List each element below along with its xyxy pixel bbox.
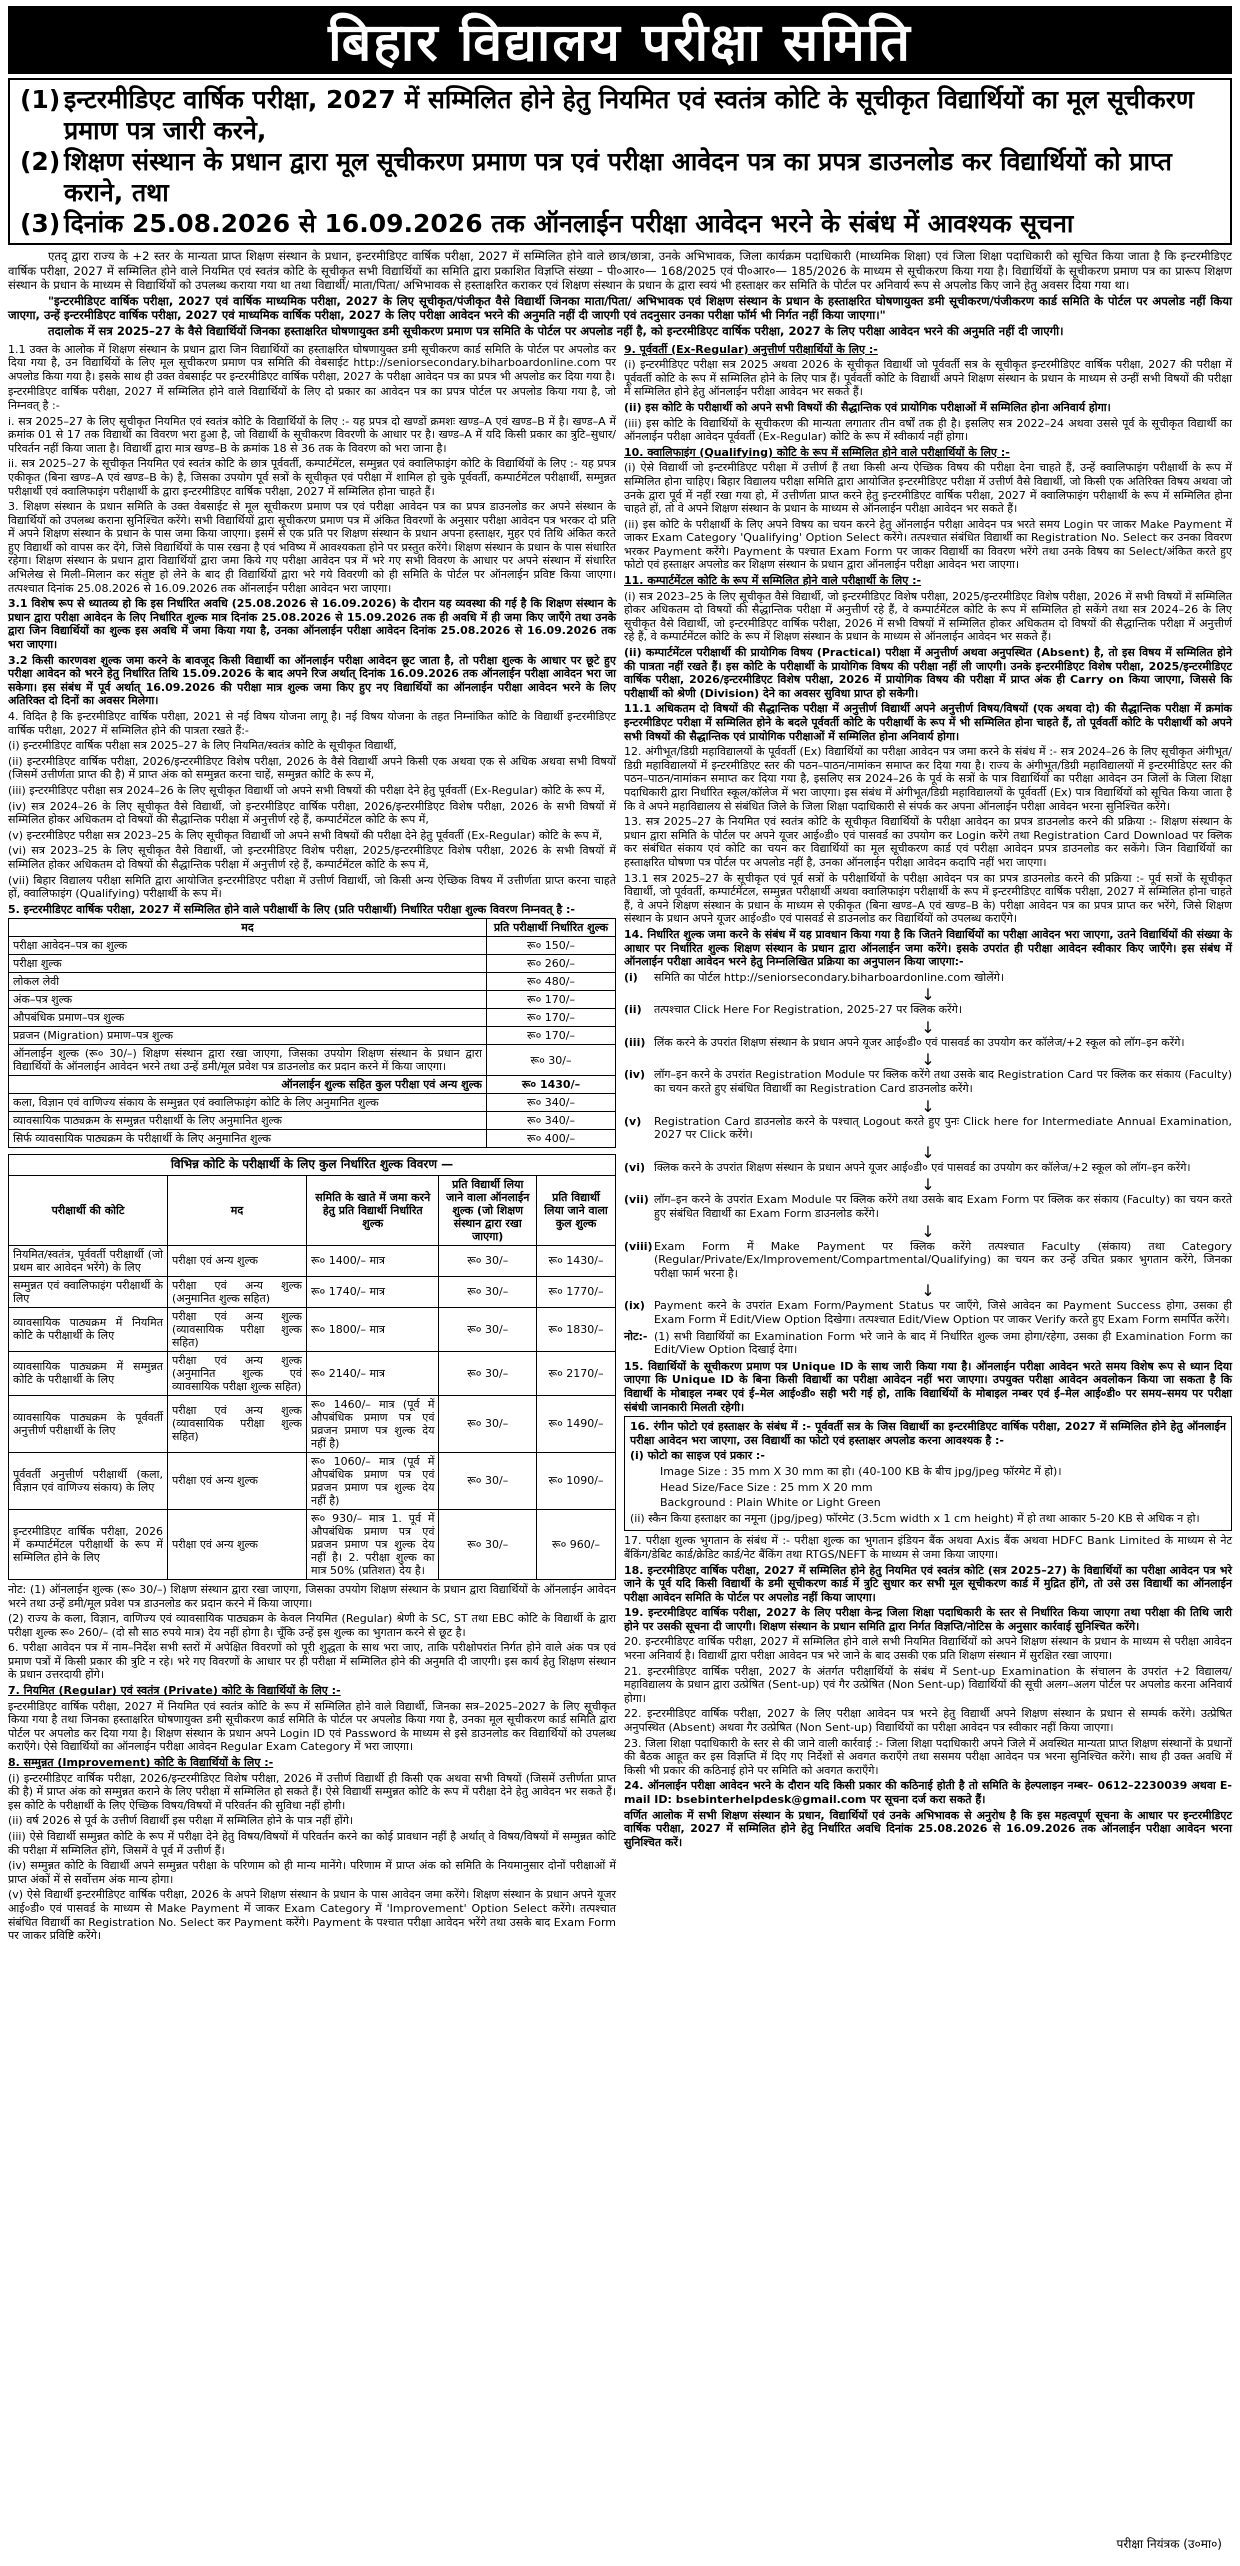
- subject-number: (2): [20, 147, 61, 176]
- arrow-down-icon: ↓: [921, 1017, 935, 1037]
- table-row: [9, 1351, 616, 1395]
- category-cell: नियमित/स्वतंत्र, पूर्ववर्ती परीक्षार्थी (जो प्रथम बार आवेदन भरेंगे) के लिए: [9, 1245, 168, 1276]
- fee-item: कला, विज्ञान एवं वाणिज्य संकाय के सम्मुन्नत एवं क्वालिफाइंग कोटि के लिए अनुमानित शुल्क: [9, 1094, 487, 1112]
- para-9-heading: 9. पूर्ववर्ती (Ex-Regular) अनुत्तीर्ण परीक्षार्थियों के लिए :-: [624, 342, 878, 356]
- category-fee-table-title: विभिन्न कोटि के परीक्षार्थी के लिए कुल निर्धारित शुल्क विवरण —: [8, 1154, 616, 1175]
- fee-table: [8, 918, 616, 1148]
- arrow-down-icon: ↓: [921, 1281, 935, 1301]
- subject-text: दिनांक 25.08.2026 से 16.09.2026 तक ऑनलाईन परीक्षा आवेदन भरने के संबंध में आवश्यक सूचना: [64, 209, 1074, 238]
- table-row: [9, 991, 616, 1009]
- board-fee-cell: रू० 1740/– मात्र: [307, 1276, 439, 1307]
- total-fee-cell: रू० 1490/–: [537, 1395, 616, 1452]
- table-row: [9, 1395, 616, 1452]
- step-number: (vi): [624, 1160, 645, 1174]
- step-number: (iii): [624, 1035, 646, 1049]
- para-2-ii: ii. सत्र 2025–27 के सूचीकृत नियमित एवं स्वतंत्र कोटि के छात्र पूर्ववर्ती, कम्पार्टमेंटल, सम्मुन्नत एवं क्वालिफाइंग कोटि के विद्यार्थियों के लिए :- यह प्रपत्र एकीकृत (बिना खण्ड–A एवं खण्ड–B के) है, जिसका उपयोग पूर्व सत्रों के सूचीकृत एवं परीक्षा में शामिल हो चुके पूर्ववर्ती, कम्पार्टमेंटल परीक्षार्थी, सम्मुन्नत परीक्षार्थी एवं क्वालिफाइंग परीक्षार्थी के द्वारा इन्टरमीडिएट वार्षिक परीक्षा, 2027 में सम्मिलित होना चाहते हैं।: [8, 457, 616, 498]
- para-11-ii: (ii) कम्पार्टमेंटल परीक्षार्थी की प्रायोगिक विषय (Practical) परीक्षा में अनुत्तीर्ण अथवा अनुपस्थित (Absent) है, तो इस विषय में सम्मिलित होने की पात्रता नहीं रखते हैं। इस कोटि के परीक्षार्थी के प्रायोगिक विषय की परीक्षा नहीं ली जाएगी। उनके इन्टरमीडिएट विशेष परीक्षा, 2025/इन्टरमीडिएट वार्षिक परीक्षा, 2026/इन्टरमीडिएट विशेष परीक्षा, 2026 में प्रायोगिक विषय की परीक्षा में प्राप्त अंक ही Carry on किया जाएगा, जिससे कि परीक्षार्थी को श्रेणी (Division) देने का अवसर सुविधा प्राप्त हो सकेगी।: [624, 646, 1232, 700]
- arrow-down-icon: ↓: [921, 1221, 935, 1241]
- para-4-iii: (iii) इन्टरमीडिएट परीक्षा सत्र 2024–26 के लिए सूचीकृत विद्यार्थी जो अपने सभी विषयों की परीक्षा देने हेतु पूर्ववर्ती (Ex-Regular) कोटि के रूप में,: [8, 783, 605, 797]
- table-row: [9, 1307, 616, 1351]
- item-cell: परीक्षा एवं अन्य शुल्क (व्यावसायिक परीक्षा शुल्क सहित): [168, 1395, 307, 1452]
- header-category: परीक्षार्थी की कोटि: [9, 1175, 168, 1245]
- para-4-vi: (vi) सत्र 2023–25 के लिए सूचीकृत वैसे विद्यार्थी, जो इन्टरमीडिएट विशेष परीक्षा, 2025/इन्टरमीडिएट विशेष परीक्षा, 2026 के सभी विषयों में सम्मिलित होकर अधिकतम दो विषयों की सैद्धान्तिक परीक्षा में अनुत्तीर्ण रहे हैं, कम्पार्टमेंटल कोटि के रूप में,: [8, 844, 616, 871]
- arrow-down-icon: ↓: [921, 1175, 935, 1195]
- subject-line-1: [20, 84, 1220, 146]
- step-number: (ix): [624, 1299, 645, 1313]
- right-column: [624, 343, 1232, 1945]
- fee-amount: रू० 170/–: [487, 1009, 616, 1027]
- fee-amount: रू० 480/–: [487, 973, 616, 991]
- fee-amount: रू० 170/–: [487, 1027, 616, 1045]
- photo-background: Background : Plain White or Light Green: [660, 1496, 881, 1510]
- list-item: [624, 1193, 1232, 1220]
- board-fee-cell: रू० 1400/– मात्र: [307, 1245, 439, 1276]
- header-board-fee: समिति के खाते में जमा करने हेतु प्रति विद्यार्थी निर्धारित शुल्क: [307, 1175, 439, 1245]
- category-fee-header: [9, 1175, 616, 1245]
- fee-header-amount: प्रति परीक्षार्थी निर्धारित शुल्क: [487, 919, 616, 937]
- fee-amount: रू० 400/–: [487, 1130, 616, 1148]
- signature-spec: (ii) स्कैन किया हस्ताक्षर का नमूना (jpg/jpeg) फॉरमेट (3.5cm width x 1 cm height) में हो तथा आकार 5-20 KB से अधिक न हो।: [630, 1511, 1200, 1525]
- total-fee-cell: रू० 1830/–: [537, 1307, 616, 1351]
- list-item: [624, 1161, 1232, 1175]
- note-1: नोट: (1) ऑनलाईन शुल्क (रू० 30/–) शिक्षण संस्थान द्वारा रखा जाएगा, जिसका उपयोग शिक्षण संस्थान के प्रधान द्वारा विद्यार्थियों के ऑनलाईन आवेदन भरने तथा उन्हें डमी/मूल प्रवेश पत्र डाउनलोड कर प्रदान करने में किया जाएगा।: [8, 1582, 616, 1610]
- para-21: 21. इन्टरमीडिएट वार्षिक परीक्षा, 2027 के अंतर्गत परीक्षार्थियों के संबंध में Sent-up Examination के संचालन के उपरांत +2 विद्यालय/महाविद्यालय के प्रधान द्वारा उत्प्रेषित (Sent-up) एवं गैर उत्प्रेषित (Non Sent-up) विद्यार्थियों की सूची अलग–अलग पोर्टल पर अपलोड करना अनिवार्य होगा।: [624, 1664, 1232, 1705]
- fee-item: औपबंधिक प्रमाण–पत्र शुल्क: [9, 1009, 487, 1027]
- fee-item: ऑनलाईन शुल्क (रू० 30/–) शिक्षण संस्थान द्वारा रखा जाएगा, जिसका उपयोग शिक्षण संस्थान के प्रधान द्वारा विद्यार्थियों के ऑनलाईन आवेदन भरने तथा उन्हें डमी/मूल प्रवेश पत्र डाउनलोड कर प्रदान करने में किया जाएगा।: [9, 1045, 487, 1076]
- step-number: (viii): [624, 1239, 653, 1253]
- fee-amount: रू० 170/–: [487, 991, 616, 1009]
- category-cell: इन्टरमीडिएट वार्षिक परीक्षा, 2026 में कम्पार्टमेंटल परीक्षार्थी के रूप में सम्मिलित होने के लिए: [9, 1509, 168, 1579]
- board-fee-cell: रू० 930/– मात्र 1. पूर्व में औपबंधिक प्रमाण पत्र एवं प्रव्रजन प्रमाण पत्र शुल्क देय नहीं है। 2. परीक्षा शुल्क का मात्र 50% (प्रतिशत) देय है।: [307, 1509, 439, 1579]
- category-cell: व्यावसायिक पाठ्यक्रम में सम्मुन्नत कोटि के परीक्षार्थी के लिए: [9, 1351, 168, 1395]
- para-9-iii: (iii) इस कोटि के विद्यार्थियों के सूचीकरण की मान्यता लगातार तीन वर्षों तक ही है। इसलिए सत्र 2022–24 अथवा उससे पूर्व के सूचीकृत विद्यार्थी का ऑनलाईन परीक्षा आवेदन पूर्ववर्ती (Ex-Regular) कोटि के रूप में स्वीकार्य नहीं होगा।: [624, 416, 1232, 444]
- para-4-iv: (iv) सत्र 2024–26 के लिए सूचीकृत वैसे विद्यार्थी, जो इन्टरमीडिएट वार्षिक परीक्षा, 2026/इन्टरमीडिएट विशेष परीक्षा, 2026 के सभी विषयों में सम्मिलित होकर अधिकतम दो विषयों की सैद्धान्तिक परीक्षा में अनुत्तीर्ण रहे हैं, कम्पार्टमेंटल कोटि के रूप में,: [8, 799, 616, 827]
- step-number: (iv): [624, 1068, 645, 1082]
- para-4-vii: (vii) बिहार विद्यालय परीक्षा समिति द्वारा आयोजित इन्टरमीडिएट परीक्षा में उत्तीर्ण विद्यार्थी, जो किसी अन्य ऐच्छिक विषय में उत्तीर्णता प्राप्त करना चाहते हों, क्वालिफाइंग (Qualifying) परीक्षार्थी के रूप में।: [8, 873, 616, 901]
- para-7-heading: 7. नियमित (Regular) एवं स्वतंत्र (Private) कोटि के विद्यार्थियों के लिए :-: [8, 1684, 341, 1698]
- para-8-i: (i) इन्टरमीडिएट वार्षिक परीक्षा, 2026/इन्टरमीडिएट विशेष परीक्षा, 2026 में उत्तीर्ण विद्यार्थी ही किसी एक अथवा सभी विषयों (जिसमें उत्तीर्णता प्राप्त की है) में प्राप्त अंक को सम्मुन्नत कराने के लिए परीक्षा में सम्मिलित हो सकते हैं। ऐसे विद्यार्थी सम्मुन्नत कोटि के रूप में परीक्षा देने हेतु आवेदन भर सकते हैं। इस कोटि के परीक्षार्थी के लिए ऐच्छिक विषय/विषयों में परिवर्तन की सुविधा नहीं होगी।: [8, 1771, 616, 1812]
- arrow-down-icon: ↓: [921, 1096, 935, 1116]
- para-4-ii: (ii) इन्टरमीडिएट वार्षिक परीक्षा, 2026/इन्टरमीडिएट विशेष परीक्षा, 2026 के वैसे विद्यार्थी अपने किसी एक अथवा एक से अधिक अथवा सभी विषयों (जिसमें उत्तीर्णता प्राप्त की है) में प्राप्त अंक को सम्मुन्नत करना चाहें, सम्मुन्नत कोटि के रूप में,: [8, 754, 616, 782]
- step-text: (1) सभी विद्यार्थियों का Examination Form भरे जाने के बाद में निर्धारित शुल्क जमा होगा/रहेगा, उसका ही Examination Form का Edit/View Option दिखाई देगा।: [654, 1329, 1232, 1357]
- para-20: 20. इन्टरमीडिएट वार्षिक परीक्षा, 2027 में सम्मिलित होने वाले सभी नियमित विद्यार्थियों को अपने शिक्षण संस्थान के प्रधान के माध्यम से परीक्षा आवेदन भरना अनिवार्य है। विद्यार्थी द्वारा परीक्षा आवेदन पत्र भरे जाने के बाद उसकी एक प्रति शिक्षण संस्थान में सुरक्षित रखा जाएगा।: [624, 1635, 1232, 1663]
- para-15: 15. विद्यार्थियों के सूचीकरण प्रमाण पत्र Unique ID के साथ जारी किया गया है। ऑनलाईन परीक्षा आवेदन भरते समय विशेष रूप से ध्यान दिया जाएगा कि Unique ID के बिना किसी विद्यार्थी का परीक्षा आवेदन नहीं भरा जाएगा। उपयुक्त परीक्षा आवेदन अवलोकन किया जा सकता है कि विद्यार्थी के मोबाइल नम्बर एवं ई–मेल आई०डी० सही भरी गई हो, ताकि विद्यार्थियों के मोबाइल नम्बर एवं ई–मेल आई०डी० पर समय–समय पर परीक्षा संबंधी जानकारी मिलती रहेगी।: [624, 1359, 1232, 1414]
- item-cell: परीक्षा एवं अन्य शुल्क: [168, 1245, 307, 1276]
- para-19: 19. इन्टरमीडिएट वार्षिक परीक्षा, 2027 के लिए परीक्षा केन्द्र जिला शिक्षा पदाधिकारी के स्तर से निर्धारित किया जाएगा तथा परीक्षा की तिथि जारी होने पर उसकी सूचना दी जाएगी। शिक्षण संस्थान के प्रधान समिति द्वारा निर्गत विज्ञप्ति/नोटिस के अनुसार कार्रवाई सुनिश्चित करेंगे।: [624, 1606, 1232, 1633]
- online-fee-cell: रू० 30/–: [439, 1276, 537, 1307]
- para-3-1: 3.1 विशेष रूप से ध्यातव्य हो कि इस निर्धारित अवधि (25.08.2026 से 16.09.2026) के दौरान यह व्यवस्था की गई है कि शिक्षण संस्थान के प्रधान द्वारा परीक्षा आवेदन के लिए निर्धारित शुल्क मात्र दिनांक 25.08.2026 से 15.09.2026 तक ही अवधि में ही जमा किए जाएँगे तथा उनके द्वारा जिन विद्यार्थियों का शुल्क इस अवधि में जमा किया गया है, उनका ऑनलाईन परीक्षा आवेदन दिनांक 25.08.2026 से 16.09.2026 तक भरा जाएगा।: [8, 597, 616, 652]
- table-row: [9, 1276, 616, 1307]
- table-row: [9, 1112, 616, 1130]
- para-9-ii: (ii) इस कोटि के परीक्षार्थी को अपने सभी विषयों की सैद्धान्तिक एवं प्रायोगिक परीक्षाओं में सम्मिलित होना अनिवार्य होगा।: [624, 400, 1111, 414]
- header-online-fee: प्रति विद्यार्थी लिया जाने वाला ऑनलाईन शुल्क (जो शिक्षण संस्थान द्वारा रखा जाएगा): [439, 1175, 537, 1245]
- photo-head-size: Head Size/Face Size : 25 mm X 20 mm: [660, 1480, 873, 1494]
- subject-line-3: [20, 208, 1220, 239]
- para-3-2: 3.2 किसी कारणवश शुल्क जमा करने के बावजूद किसी विद्यार्थी का ऑनलाईन परीक्षा आवेदन छूट जाता है, तो परीक्षा शुल्क के आधार पर छूटे हुए परीक्षा आवेदन को भरने हेतु निर्धारित तिथि 15.09.2026 के बाद अपने रिज अर्थात् दिनांक 16.09.2026 तक ऑनलाईन परीक्षा आवेदन भरा जा सकेगा। इस संबंध में पूर्व अर्थात् 16.09.2026 की परीक्षा मात्र शुल्क जमा किए हुए नए विद्यार्थियों का ऑनलाईन परीक्षा आवेदन भरने के लिए अतिरिक्त दो दिनों का अवसर मिलेगा।: [8, 653, 616, 708]
- fee-header-item: मद: [9, 919, 487, 937]
- board-fee-cell: रू० 1800/– मात्र: [307, 1307, 439, 1351]
- header-total-fee: प्रति विद्यार्थी लिया जाने वाला कुल शुल्क: [537, 1175, 616, 1245]
- list-item: [624, 1299, 1232, 1326]
- closing-paragraph: वर्णित आलोक में सभी शिक्षण संस्थान के प्रधान, विद्यार्थियों एवं उनके अभिभावक से अनुरोध है कि इस महत्वपूर्ण सूचना के आधार पर इन्टरमीडिएट वार्षिक परीक्षा, 2027 में सम्मिलित होने हेतु निर्धारित अवधि दिनांक 25.08.2026 से 16.09.2026 तक ऑनलाईन परीक्षा आवेदन भरना सुनिश्चित करें।: [624, 1808, 1232, 1849]
- intro-section: [8, 249, 1232, 339]
- online-fee-cell: रू० 30/–: [439, 1245, 537, 1276]
- table-row: [9, 1245, 616, 1276]
- total-fee-cell: रू० 1090/–: [537, 1452, 616, 1509]
- subject-number: (1): [20, 85, 61, 114]
- category-cell: व्यावसायिक पाठ्यक्रम के पूर्ववर्ती अनुत्तीर्ण परीक्षार्थी के लिए: [9, 1395, 168, 1452]
- para-13-1: 13.1 सत्र 2025–27 के सूचीकृत एवं पूर्व सत्रों के परीक्षार्थियों के परीक्षा आवेदन पत्र का प्रपत्र डाउनलोड करने की प्रक्रिया :- पूर्व सत्रों के सूचीकृत विद्यार्थी, जो पूर्ववर्ती, कम्पार्टमेंटल, सम्मुन्नत परीक्षार्थी अथवा क्वालिफाइंग परीक्षार्थी के रूप में इन्टरमीडिएट वार्षिक परीक्षा, 2027 में सम्मिलित होना चाहते हैं, वे अपने शिक्षण संस्थान के प्रधान के माध्यम से एकीकृत (बिना खण्ड–A एवं खण्ड–B के) परीक्षा आवेदन पत्र का प्रपत्र प्राप्त कर भरेंगे, जिसे शिक्षण संस्थान के प्रधान अपने यूजर आई०डी० एवं पासवर्ड से डाउनलोड कर विद्यार्थियों को उपलब्ध कराएँगे।: [624, 871, 1232, 926]
- fee-amount: रू० 30/–: [487, 1045, 616, 1076]
- item-cell: परीक्षा एवं अन्य शुल्क (अनुमानित शुल्क एवं व्यावसायिक परीक्षा शुल्क सहित): [168, 1351, 307, 1395]
- step-number: नोट:-: [624, 1329, 648, 1343]
- para-10-i: (i) ऐसे विद्यार्थी जो इन्टरमीडिएट परीक्षा में उत्तीर्ण हैं तथा किसी अन्य ऐच्छिक विषय की परीक्षा देना चाहते हैं, उन्हें क्वालिफाइंग परीक्षार्थी के रूप में सम्मिलित होना चाहिए। बिहार विद्यालय परीक्षा समिति द्वारा आयोजित इन्टरमीडिएट परीक्षा में उत्तीर्ण वैसे विद्यार्थी, जो किसी एक अतिरिक्त विषय अथवा जो उनके द्वारा पूर्व में नहीं रखा गया हो, में उत्तीर्णता प्राप्त करने हेतु इन्टरमीडिएट वार्षिक परीक्षा, 2027 में क्वालिफाइंग परीक्षार्थी के रूप में सम्मिलित होना चाहते हों, तो वे अपने शिक्षण संस्थान के प्रधान के माध्यम से ऑनलाईन परीक्षा आवेदन भर सकते हैं।: [624, 461, 1232, 516]
- para-8-iii: (iii) ऐसे विद्यार्थी सम्मुन्नत कोटि के रूप में परीक्षा देने हेतु विषय/विषयों में परिवर्तन करने का कोई प्रावधान नहीं है अर्थात् वे विषय/विषयों में सम्मुन्नत कोटि की परीक्षा में सम्मिलित होंगे, जिसमें वे पूर्व में उत्तीर्ण हैं।: [8, 1830, 616, 1857]
- para-1-1: 1.1 उक्त के आलोक में शिक्षण संस्थान के प्रधान द्वारा जिन विद्यार्थियों का हस्ताक्षरित घोषणायुक्त डमी सूचीकरण कार्ड समिति के पोर्टल पर अपलोड कर दिया गया है, उन विद्यार्थियों के लिए मूल सूचीकरण प्रमाण पत्र समिति की वेबसाईट http://seniorsecondary.biharboardonline.com पर अपलोड किया गया है। इसके साथ ही उक्त वेबसाईट पर इन्टरमीडिएट वार्षिक परीक्षा, 2027 के परीक्षा आवेदन पत्र का प्रपत्र भी अपलोड कर दिया गया है।: [8, 342, 616, 383]
- fee-item: व्यावसायिक पाठ्यक्रम के सम्मुन्नत परीक्षार्थी के लिए अनुमानित शुल्क: [9, 1112, 487, 1130]
- table-row: [9, 973, 616, 991]
- para-8-v: (v) ऐसे विद्यार्थी इन्टरमीडिएट वार्षिक परीक्षा, 2026 के अपने शिक्षण संस्थान के प्रधान के पास आवेदन जमा करेंगे। शिक्षण संस्थान के प्रधान अपने यूजर आई०डी० एवं पासवर्ड के माध्यम से Make Payment में जाकर Exam Category में 'Improvement' Option Select करेंगे। तत्पश्चात संबंधित विद्यार्थी का Registration No. Select कर Payment करेंगे। Payment के पश्चात परीक्षा आवेदन भरेंगे तथा उसके बाद Exam Form पर जाकर प्रविष्टि करेंगे।: [8, 1888, 616, 1943]
- para-11-i: (i) सत्र 2023–25 के लिए सूचीकृत वैसे विद्यार्थी, जो इन्टरमीडिएट विशेष परीक्षा, 2025/इन्टरमीडिएट विशेष परीक्षा, 2026 में सभी विषयों में सम्मिलित होकर अधिकतम दो विषयों की सैद्धान्तिक परीक्षा में अनुत्तीर्ण रहे हैं, वे कम्पार्टमेंटल कोटि के रूप में सम्मिलित हो सकेंगे तथा सत्र 2024–26 के लिए सूचीकृत वैसे विद्यार्थी, जो इन्टरमीडिएट वार्षिक परीक्षा, 2026 में सभी विषयों में सम्मिलित होकर अधिकतम दो विषयों की सैद्धान्तिक परीक्षा में अनुत्तीर्ण रहे हैं, वे कम्पार्टमेंटल कोटि के रूप में शिक्षण संस्थान के प्रधान के माध्यम से ऑनलाईन आवेदन भर सकते हैं।: [624, 589, 1232, 644]
- online-fee-cell: रू० 30/–: [439, 1351, 537, 1395]
- step-text: Payment करने के उपरांत Exam Form/Payment Status पर जाएँगे, जिसे आवेदन का Payment Success होगा, उसका ही Exam Form में Edit/View Option दिखेगा। तत्पश्चात Edit/View Option पर जाकर Verify करते हुए Exam Form समर्पित करेंगे।: [654, 1299, 1232, 1326]
- para-3: 3. शिक्षण संस्थान के प्रधान समिति के उक्त वेबसाईट से मूल सूचीकरण प्रमाण पत्र एवं परीक्षा आवेदन पत्र का प्रपत्र डाउनलोड कर अपने संस्थान के विद्यार्थियों को उपलब्ध कराना सुनिश्चित करेंगे। सभी विद्यार्थियों द्वारा सूचीकरण प्रमाण पत्र में अंकित विवरणों के अनुसार परीक्षा आवेदन पत्र भरकर दो प्रति में अपने शिक्षण संस्थान के प्रधान के पास जमा किया जाएगा। इसमें से एक प्रति पर शिक्षण संस्थान के प्रधान अपना हस्ताक्षर, मुहर एवं तिथि अंकित करते हुए विद्यार्थी को वापस कर देंगे, जिसे विद्यार्थियों के पास रखना है एवं भविष्य में आवश्यकता होने पर प्रस्तुत करेंगे। शिक्षण संस्थान के प्रधान के पास संधारित रहेगा। शिक्षण संस्थान के प्रधान द्वारा विद्यार्थियों द्वारा जमा किये गए परीक्षा आवेदन पत्र में भरे गए सभी विवरण के आधार पर अपने संस्थान में संधारित अभिलेख से मिली–मिलान कर संतुष्ट हो लेने के बाद ही विद्यार्थियों द्वारा भरे गये विवरणी को ही समिति के पोर्टल पर ऑनलाईन प्रविष्ट किया जाएगा। तत्पश्चात दिनांक 25.08.2026 से 16.09.2026 तक ऑनलाईन परीक्षा आवेदन भरा जाएगा।: [8, 500, 616, 595]
- category-cell: सम्मुन्नत एवं क्वालिफाइंग परीक्षार्थी के लिए: [9, 1276, 168, 1307]
- fee-item: परीक्षा आवेदन–पत्र का शुल्क: [9, 937, 487, 955]
- para-22: 22. इन्टरमीडिएट वार्षिक परीक्षा, 2027 के लिए परीक्षा आवेदन पत्र भरने हेतु विद्यार्थी अपने शिक्षण संस्थान के प्रधान से सम्पर्क करेंगे। उत्प्रेषित अनुपस्थित (Absent) अथवा गैर उत्प्रेषित (Non Sent-up) विद्यार्थियों का परीक्षा आवेदन पत्र स्वीकार नहीं किया जाएगा।: [624, 1707, 1232, 1735]
- fee-amount: रू० 260/–: [487, 955, 616, 973]
- table-row: [9, 1130, 616, 1148]
- total-fee-cell: रू० 1430/–: [537, 1245, 616, 1276]
- list-item: [624, 1240, 1232, 1281]
- online-fee-cell: रू० 30/–: [439, 1307, 537, 1351]
- list-item: [624, 1330, 1232, 1357]
- table-row: [9, 1045, 616, 1076]
- para-9-i: (i) इन्टरमीडिएट परीक्षा सत्र 2025 अथवा 2026 के सूचीकृत विद्यार्थी जो पूर्ववर्ती सत्र के सूचीकृत इन्टरमीडिएट वार्षिक परीक्षा, 2027 की परीक्षा में पूर्ववर्ती कोटि के रूप में सम्मिलित होने के लिए पात्र हैं। पूर्ववर्ती कोटि के विद्यार्थी अपने शिक्षण संस्थान के प्रधान के माध्यम से उन्हीं सभी विषयों की परीक्षा में सम्मिलित होने हेतु ऑनलाईन परीक्षा आवेदन भर सकते हैं।: [624, 358, 1232, 399]
- para-5: 5. इन्टरमीडिएट वार्षिक परीक्षा, 2027 में सम्मिलित होने वाले परीक्षार्थी के लिए (प्रति परीक्षार्थी) निर्धारित परीक्षा शुल्क विवरण निम्नवत् है :-: [8, 902, 575, 916]
- step-text: तत्पश्चात Click Here For Registration, 2025-27 पर क्लिक करेंगे।: [654, 1003, 962, 1017]
- item-cell: परीक्षा एवं अन्य शुल्क: [168, 1509, 307, 1579]
- step-number: (ii): [624, 1003, 642, 1017]
- photo-image-size: Image Size : 35 mm X 30 mm का हो। (40-100 KB के बीच jpg/jpeg फॉरमेट में हो)।: [660, 1464, 1062, 1478]
- step-text: Registration Card डाउनलोड करने के पश्चात् Logout करते हुए पुनः Click here for Intermediate Annual Examination, 2027 पर Click करेंगे।: [654, 1114, 1232, 1142]
- fee-item: सिर्फ व्यावसायिक पाठ्यक्रम के परीक्षार्थी के लिए अनुमानित शुल्क: [9, 1130, 487, 1148]
- fee-amount: रू० 150/–: [487, 937, 616, 955]
- intro-paragraph-3: तदालोक में सत्र 2025–27 के वैसे विद्यार्थियों जिनका हस्ताक्षरित घोषणायुक्त डमी सूचीकरण प्रमाण पत्र समिति के पोर्टल पर अपलोड नहीं है, को इन्टरमीडिएट वार्षिक परीक्षा, 2027 के लिए परीक्षा आवेदन भरने की अनुमति नहीं दी जाएगी।: [48, 323, 1064, 338]
- item-cell: परीक्षा एवं अन्य शुल्क: [168, 1452, 307, 1509]
- step-text: क्लिक करने के उपरांत शिक्षण संस्थान के प्रधान अपने यूजर आई०डी० एवं पासवर्ड का उपयोग कर कॉलेज/+2 स्कूल को लॉग–इन करेंगे।: [654, 1160, 1191, 1174]
- para-8-iv: (iv) सम्मुन्नत कोटि के विद्यार्थी अपने सम्मुन्नत परीक्षा के परिणाम को ही मान्य मानेंगे। परिणाम में प्राप्त अंक को समिति के नियमानुसार दोनों परीक्षाओं में प्राप्त अंकों में से सर्वोत्तम अंक मान्य होगा।: [8, 1859, 616, 1886]
- steps-list: [624, 971, 1232, 1357]
- total-fee-cell: रू० 2170/–: [537, 1351, 616, 1395]
- para-2-i: i. सत्र 2025–27 के लिए सूचीकृत नियमित एवं स्वतंत्र कोटि के विद्यार्थियों के लिए :- यह प्रपत्र दो खण्डों क्रमशः खण्ड–A एवं खण्ड–B में है। खण्ड–A में क्रमांक 01 से 17 तक विद्यार्थी का विवरण भरा हुआ है, जो विद्यार्थी के सूचीकरण विवरणी के आधार पर है। खण्ड–A में यदि किसी प्रकार का त्रुटि–सुधार/परिवर्तन नहीं किया जाता है। विद्यार्थी द्वारा मात्र खण्ड–B के क्रमांक 18 से 36 तक के विवरण को भरा जाना है।: [8, 414, 616, 455]
- two-column-body: [8, 343, 1232, 1945]
- note-2: (2) राज्य के कला, विज्ञान, वाणिज्य एवं व्यावसायिक पाठ्यक्रम के केवल नियमित (Regular) श्रेणी के SC, ST तथा EBC कोटि के विद्यार्थी के द्वारा परीक्षा शुल्क रू० 260/– (दो सौ साठ रुपये मात्र) देय नहीं होगा है। चूँकि उन्हें इस शुल्क का भुगतान करने से छूट है।: [8, 1612, 616, 1639]
- fee-item: परीक्षा शुल्क: [9, 955, 487, 973]
- table-row: [9, 1452, 616, 1509]
- item-cell: परीक्षा एवं अन्य शुल्क (व्यावसायिक परीक्षा शुल्क सहित): [168, 1307, 307, 1351]
- para-18: 18. इन्टरमीडिएट वार्षिक परीक्षा, 2027 में सम्मिलित होने हेतु नियमित एवं स्वतंत्र कोटि (सत्र 2025–27) के विद्यार्थियों का परीक्षा आवेदन पत्र भरे जाने के पूर्व यदि किसी विद्यार्थी के डमी सूचीकरण कार्ड में त्रुटि सुधार कर सभी मूल सूचीकरण कार्ड में मुद्रित होंगे, तो उसे उस विद्यार्थी का ऑनलाईन परीक्षा आवेदन समिति के पोर्टल पर अपलोड नहीं किया जाएगा।: [624, 1563, 1232, 1604]
- step-number: (v): [624, 1114, 642, 1128]
- para-6: 6. परीक्षा आवेदन पत्र में नाम–निर्देश सभी स्तरों में अपेक्षित विवरणों को पूरी शुद्धता के साथ भरा जाए, ताकि परीक्षोपरांत निर्गत होने वाले अंक पत्र एवं प्रमाण पत्रों में किसी प्रकार की त्रुटि न रहे। भरे गए विवरणों के आधार पर ही परीक्षा में सम्मिलित होने की अनुमति दी जाएगी। इस कार्य हेतु शिक्षण संस्थान के प्रधान उत्तरदायी होंगे।: [8, 1641, 616, 1682]
- fee-item: अंक–पत्र शुल्क: [9, 991, 487, 1009]
- table-row: [9, 1009, 616, 1027]
- para-2: इन्टरमीडिएट वार्षिक परीक्षा, 2027 में सम्मिलित होने वाले विद्यार्थियों के लिए दो प्रकार का आवेदन पत्र का प्रपत्र पोर्टल पर अपलोड किया गया है, जो निम्नवत् है :-: [8, 385, 616, 412]
- list-item: [624, 1068, 1232, 1095]
- signature-block: परीक्षा नियंत्रक (उ०मा०): [1116, 2537, 1222, 2551]
- board-fee-cell: रू० 2140/– मात्र: [307, 1351, 439, 1395]
- para-4-i: (i) इन्टरमीडिएट वार्षिक परीक्षा सत्र 2025–27 के लिए नियमित/स्वतंत्र कोटि के सूचीकृत विद्यार्थी,: [8, 739, 397, 753]
- fee-amount: रू० 340/–: [487, 1112, 616, 1130]
- online-fee-cell: रू० 30/–: [439, 1395, 537, 1452]
- para-14: 14. निर्धारित शुल्क जमा करने के संबंध में यह प्रावधान किया गया है कि जितने विद्यार्थियों का परीक्षा आवेदन भरा जाएगा, उतने विद्यार्थियों की संख्या के आधार पर निर्धारित शुल्क शिक्षण संस्थान के प्रधान द्वारा ऑनलाईन जमा करेंगे। इसके उपरांत ही परीक्षा आवेदन स्वीकार किए जाएँगे। इस संबंध में ऑनलाईन परीक्षा आवेदन भरने हेतु निम्नलिखित प्रक्रिया का अनुपालन किया जाएगा:-: [624, 927, 1232, 969]
- notice-page: [8, 6, 1232, 2554]
- online-fee-cell: रू० 30/–: [439, 1509, 537, 1579]
- list-item: [624, 1115, 1232, 1142]
- para-13: 13. सत्र 2025–27 के नियमित एवं स्वतंत्र कोटि के सूचीकृत विद्यार्थियों के परीक्षा आवेदन का प्रपत्र डाउनलोड करने की प्रक्रिया :- शिक्षण संस्थान के प्रधान द्वारा समिति के पोर्टल पर अपने यूजर आई०डी० एवं पासवर्ड का उपयोग कर Login करेंगे तथा Registration Card Download पर क्लिक कर संबंधित संकाय एवं कोटि का चयन कर विद्यार्थियों का मूल सूचीकरण कार्ड एवं परीक्षा आवेदन प्रपत्र डाउनलोड कर सकेंगे। जिन विद्यार्थियों का हस्ताक्षरित घोषणा पत्र पोर्टल पर अपलोड नहीं है, उनका ऑनलाईन परीक्षा आवेदन कदापि नहीं भरा जाएगा।: [624, 815, 1232, 869]
- fee-table-header: [9, 919, 616, 937]
- photo-spec-heading: (i) फोटो का साइज एवं प्रकार :-: [630, 1449, 765, 1463]
- online-fee-cell: रू० 30/–: [439, 1452, 537, 1509]
- para-4: 4. विदित है कि इन्टरमीडिएट वार्षिक परीक्षा, 2021 से नई विषय योजना लागू है। नई विषय योजना के तहत निम्नांकित कोटि के विद्यार्थी इन्टरमीडिएट वार्षिक परीक्षा, 2027 में सम्मिलित होने की पात्रता रखते हैं:-: [8, 710, 616, 737]
- para-23: 23. जिला शिक्षा पदाधिकारी के स्तर से की जाने वाली कार्रवाई :- जिला शिक्षा पदाधिकारी अपने जिले में अवस्थित मान्यता प्राप्त शिक्षण संस्थानों के प्रधानों की बैठक आहूत कर इस विज्ञप्ति में दिए गए निर्देशों से अवगत कराएँगे तथा ससमय परीक्षा आवेदन पत्र भरना सुनिश्चित करेंगे। साथ ही उक्त अवधि में किसी भी प्रकार की कठिनाई होने पर समिति को अवगत कराएँगे।: [624, 1736, 1232, 1777]
- para-16: 16. रंगीन फोटो एवं हस्ताक्षर के संबंध में :- पूर्ववर्ती सत्र के जिस विद्यार्थी का इन्टरमीडिएट वार्षिक परीक्षा, 2027 में सम्मिलित होने हेतु ऑनलाईन परीक्षा आवेदन भरा जाएगा, उस विद्यार्थी का फोटो एवं हस्ताक्षर अपलोड करना आवश्यक है :-: [630, 1420, 1226, 1447]
- board-fee-cell: रू० 1460/– मात्र (पूर्व में औपबंधिक प्रमाण पत्र एवं प्रव्रजन प्रमाण पत्र शुल्क देय नहीं है): [307, 1395, 439, 1452]
- step-text: Exam Form में Make Payment पर क्लिक करेंगे तत्पश्चात Faculty (संकाय) तथा Category (Regular/Private/Ex/Improvement/Compartmental/Qualifying) का चयन कर उन्हें उचित प्रकार भुगतान करेंगे, जिनका परीक्षा फार्म भरना है।: [654, 1239, 1232, 1280]
- step-text: लॉग–इन करने के उपरांत Exam Module पर क्लिक करेंगे तथा उसके बाद Exam Form पर क्लिक कर संकाय (Faculty) का चयन करते हुए संबंधित विद्यार्थी का Exam Form डाउनलोड करेंगे।: [654, 1193, 1232, 1221]
- total-fee-cell: रू० 960/–: [537, 1509, 616, 1579]
- list-item: [624, 1036, 1232, 1050]
- para-10-heading: 10. क्वालिफाइंग (Qualifying) कोटि के रूप में सम्मिलित होने वाले परीक्षार्थियों के लिए :-: [624, 445, 1010, 459]
- para-10-ii: (ii) इस कोटि के परीक्षार्थी के लिए अपने विषय का चयन करने हेतु ऑनलाईन परीक्षा आवेदन पत्र भरते समय Login पर जाकर Make Payment में जाकर Exam Category 'Qualifying' Option Select करेंगे। तत्पश्चात संबंधित विद्यार्थी का Registration No. Select कर उनका विवरण भरकर Payment करेंगे। Payment के पश्चात Exam Form पर जाकर विद्यार्थी का विवरण भरेंगे तथा उनके विषय का Select/अंकित करते हुए फोटो एवं हस्ताक्षर अपलोड कर शिक्षण संस्थान के प्रधान द्वारा ऑनलाईन परीक्षा आवेदन भरा जाएगा।: [624, 517, 1232, 572]
- table-row: [9, 955, 616, 973]
- step-text: समिति का पोर्टल http://seniorsecondary.biharboardonline.com खोलेंगे।: [654, 970, 1005, 984]
- category-cell: व्यावसायिक पाठ्यक्रम में नियमित कोटि के परीक्षार्थी के लिए: [9, 1307, 168, 1351]
- para-11-1: 11.1 अधिकतम दो विषयों की सैद्धान्तिक परीक्षा में अनुत्तीर्ण विद्यार्थी अपने अनुत्तीर्ण विषय/विषयों (एक अथवा दो) की सैद्धान्तिक परीक्षा में क्रमांक इन्टरमीडिएट परीक्षा में सम्मिलित होने के बदले पूर्ववर्ती कोटि के परीक्षार्थी के रूप में भी सम्मिलित होना चाहते हैं, तो पूर्ववर्ती कोटि के परीक्षार्थी को अपने सभी विषयों की सैद्धान्तिक एवं प्रायोगिक परीक्षाओं में सम्मिलित होना अनिवार्य होगा।: [624, 702, 1232, 743]
- intro-paragraph-2: "इन्टरमीडिएट वार्षिक परीक्षा, 2027 एवं वार्षिक माध्यमिक परीक्षा, 2027 के लिए सूचीकृत/पंजीकृत वैसे विद्यार्थी जिनका माता/पिता/ अभिभावक एवं शिक्षण संस्थान के प्रधान के हस्ताक्षरित घोषणायुक्त डमी सूचीकरण/पंजीकरण कार्ड समिति के पोर्टल पर अपलोड नहीं किया जाएगा, उन्हें इन्टरमीडिएट वार्षिक परीक्षा, 2027 एवं माध्यमिक वार्षिक परीक्षा, 2027 के लिए परीक्षा आवेदन भरने की अनुमति नहीं दी जाएगी एवं तदनुसार उनका परीक्षा फॉर्म भी निर्गत नहीं किया जाएगा।": [8, 293, 1232, 323]
- table-row: [9, 937, 616, 955]
- subject-line-2: [20, 146, 1220, 208]
- para-8-heading: 8. सम्मुन्नत (Improvement) कोटि के विद्यार्थियों के लिए :-: [8, 1756, 274, 1770]
- item-cell: परीक्षा एवं अन्य शुल्क (अनुमानित शुल्क सहित): [168, 1276, 307, 1307]
- photo-spec-box: [624, 1416, 1232, 1531]
- arrow-down-icon: ↓: [921, 985, 935, 1005]
- step-number: (i): [624, 970, 638, 984]
- subject-number: (3): [20, 209, 61, 238]
- arrow-down-icon: ↓: [921, 1050, 935, 1070]
- para-12: 12. अंगीभूत/डिग्री महाविद्यालयों के पूर्ववर्ती (Ex) विद्यार्थियों का परीक्षा आवेदन पत्र जमा करने के संबंध में :- सत्र 2024–26 के लिए सूचीकृत अंगीभूत/डिग्री महाविद्यालयों में इन्टरमीडिएट स्तर की पठन–पाठन/नामांकन समाप्त कर दिया गया है। राज्य के अंगीभूत/डिग्री महाविद्यालयों में इन्टरमीडिएट स्तर की पठन–पाठन/नामांकन समाप्त कर दिया गया है, इसलिए सत्र 2024–26 के पूर्व के सत्रों के पात्र विद्यार्थियों का परीक्षा आवेदन उन जिलों के जिला शिक्षा पदाधिकारी द्वारा निर्धारित स्कूल/कॉलेज में भरा जाएगा। इस संबंध में अंगीभूत/डिग्री महाविद्यालयों के पूर्ववर्ती (Ex) पात्र विद्यार्थियों को सूचित किया जाता है कि वे अपने महाविद्यालय से संबंधित जिले के जिला शिक्षा पदाधिकारी से संपर्क कर अपना ऑनलाईन परीक्षा आवेदन भरना सुनिश्चित करेंगे।: [624, 745, 1232, 813]
- para-24: 24. ऑनलाईन परीक्षा आवेदन भरने के दौरान यदि किसी प्रकार की कठिनाई होती है तो समिति के हेल्पलाइन नम्बर– 0612–2230039 अथवा E-mail ID: bsebinterhelpdesk@gmail.com पर सूचना दर्ज करा सकते हैं।: [624, 1779, 1232, 1806]
- arrow-down-icon: ↓: [921, 1142, 935, 1162]
- category-cell: पूर्ववर्ती अनुत्तीर्ण परीक्षार्थी (कला, विज्ञान एवं वाणिज्य संकाय) के लिए: [9, 1452, 168, 1509]
- step-text: लॉग–इन करने के उपरांत Registration Module पर क्लिक करेंगे तथा उसके बाद Registration Card पर क्लिक कर संकाय (Faculty) का चयन करते हुए संबंधित विद्यार्थी का Registration Card डाउनलोड करेंगे।: [654, 1068, 1232, 1096]
- para-17: 17. परीक्षा शुल्क भुगतान के संबंध में :- परीक्षा शुल्क का भुगतान इंडियन बैंक अथवा Axis बैंक अथवा HDFC Bank Limited के माध्यम से नेट बैंकिंग/डेबिट कार्ड/क्रेडिट कार्ड/नेट बैंकिंग तथा RTGS/NEFT के माध्यम से जमा किया जाएगा।: [624, 1534, 1232, 1561]
- intro-paragraph-1: एतद् द्वारा राज्य के +2 स्तर के मान्यता प्राप्त शिक्षण संस्थान के प्रधान, इन्टरमीडिएट वार्षिक परीक्षा, 2027 में सम्मिलित होने वाले छात्र/छात्रा, उनके अभिभावक, जिला कार्यक्रम पदाधिकारी (माध्यमिक शिक्षा) एवं जिला शिक्षा पदाधिकारी को सूचित किया जाता है कि इन्टरमीडिएट वार्षिक परीक्षा, 2027 में सम्मिलित होने वाले नियमित एवं स्वतंत्र कोटि के सूचीकृत सभी विद्यार्थियों का समिति द्वारा प्रकाशित विज्ञप्ति संख्या – पी०आर०— 168/2025 एवं पी०आर०— 185/2026 के माध्यम से सूचीकरण किया गया है। विद्यार्थियों के सूचीकरण प्रमाण पत्र का प्रारूप शिक्षण संस्थान के प्रधान के माध्यम से विद्यार्थियों को उपलब्ध कराया गया था तथा विद्यार्थी/ माता/पिता/ अभिभावक से हस्ताक्षरित कराकर एवं शिक्षण संस्थान के प्रधान के द्वारा स्वयं भी हस्ताक्षर कर समिति के पोर्टल पर अनिवार्य रूप से अपलोड किए जाने हेतु अवसर दिया गया था।: [8, 249, 1232, 293]
- para-11-heading: 11. कम्पार्टमेंटल कोटि के रूप में सम्मिलित होने वाले परीक्षार्थी के लिए :-: [624, 574, 922, 588]
- para-8-ii: (ii) वर्ष 2026 से पूर्व के उत्तीर्ण विद्यार्थी इस परीक्षा में सम्मिलित होने के पात्र नहीं होंगे।: [8, 1814, 354, 1828]
- fee-amount: रू० 1430/–: [487, 1076, 616, 1094]
- category-fee-table: [8, 1175, 616, 1580]
- masthead-title: बिहार विद्यालय परीक्षा समिति: [8, 6, 1232, 74]
- list-item: [624, 971, 1232, 985]
- step-number: (vii): [624, 1193, 649, 1207]
- list-item: [624, 1003, 1232, 1017]
- fee-item: लोकल लेवी: [9, 973, 487, 991]
- fee-item: प्रव्रजन (Migration) प्रमाण–पत्र शुल्क: [9, 1027, 487, 1045]
- subject-box: [8, 78, 1232, 245]
- para-7: इन्टरमीडिएट वार्षिक परीक्षा, 2027 में नियमित एवं स्वतंत्र कोटि के रूप में सम्मिलित होने वाले विद्यार्थी, जिनका सत्र–2025–2027 के लिए सूचीकृत किया गया है तथा जिनका हस्ताक्षरित घोषणायुक्त डमी सूचीकरण कार्ड समिति के पोर्टल पर अपलोड किया गया है, उनका मूल सूचीकरण कार्ड समिति द्वारा पोर्टल पर अपलोड कर दिया गया है। शिक्षण संस्थान के प्रधान अपने Login ID एवं Password के माध्यम से इसे डाउनलोड कर विद्यार्थियों को उपलब्ध कराएँगे। ऐसे विद्यार्थियों का ऑनलाईन परीक्षा आवेदन Regular Exam Category में भरा जाएगा।: [8, 1699, 616, 1754]
- subject-text: इन्टरमीडिएट वार्षिक परीक्षा, 2027 में सम्मिलित होने हेतु नियमित एवं स्वतंत्र कोटि के सूचीकृत विद्यार्थियों का मूल सूचीकरण प्रमाण पत्र जारी करने,: [64, 85, 1194, 145]
- left-column: [8, 343, 616, 1945]
- para-4-v: (v) इन्टरमीडिएट परीक्षा सत्र 2023–25 के लिए सूचीकृत विद्यार्थी जो अपने सभी विषयों की परीक्षा देने हेतु पूर्ववर्ती (Ex-Regular) कोटि के रूप में,: [8, 828, 603, 842]
- subject-text: शिक्षण संस्थान के प्रधान द्वारा मूल सूचीकरण प्रमाण पत्र एवं परीक्षा आवेदन पत्र का प्रपत्र डाउनलोड कर विद्यार्थियों को प्राप्त कराने, तथा: [64, 147, 1172, 207]
- board-fee-cell: रू० 1060/– मात्र (पूर्व में औपबंधिक प्रमाण पत्र एवं प्रव्रजन प्रमाण पत्र शुल्क देय नहीं है): [307, 1452, 439, 1509]
- table-row: [9, 1094, 616, 1112]
- header-item: मद: [168, 1175, 307, 1245]
- fee-amount: रू० 340/–: [487, 1094, 616, 1112]
- table-row: [9, 1027, 616, 1045]
- step-text: लिंक करने के उपरांत शिक्षण संस्थान के प्रधान अपने यूजर आई०डी० एवं पासवर्ड का उपयोग कर कॉलेज/+2 स्कूल को लॉग–इन करेंगे।: [654, 1035, 1185, 1049]
- fee-item: ऑनलाईन शुल्क सहित कुल परीक्षा एवं अन्य शुल्क: [9, 1076, 487, 1094]
- table-row: [9, 1509, 616, 1579]
- total-fee-cell: रू० 1770/–: [537, 1276, 616, 1307]
- table-row: [9, 1076, 616, 1094]
